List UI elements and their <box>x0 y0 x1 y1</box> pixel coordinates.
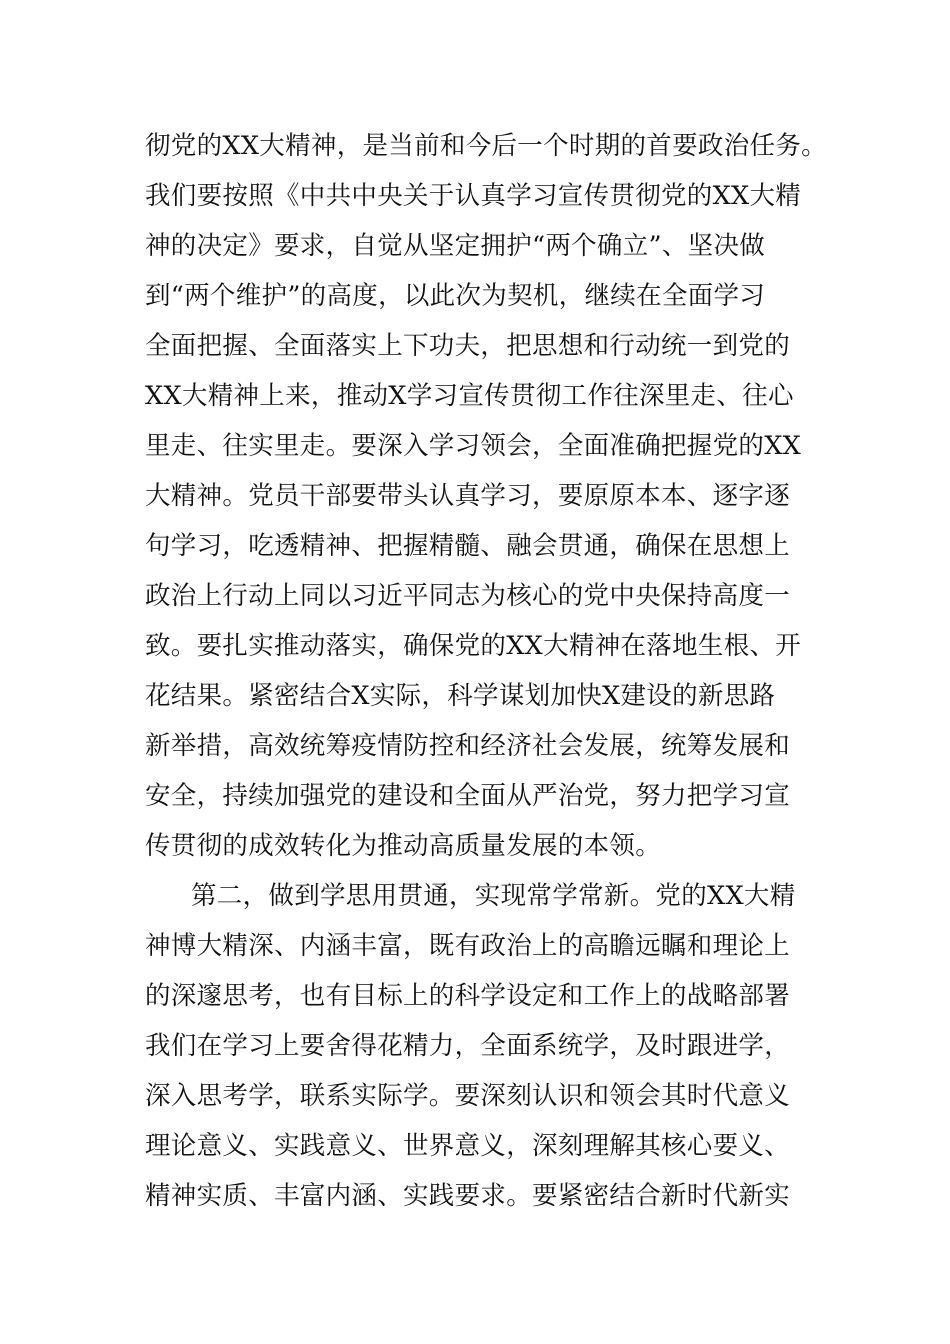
text-line-2: 我们要按照《中共中央关于认真学习宣传贯彻党的XX大精 <box>145 181 802 211</box>
text-line-18: 的深邃思考，也有目标上的科学设定和工作上的战略部署 <box>145 981 791 1011</box>
text-line-5: 全面把握、全面落实上下功夫，把思想和行动统一到党的 <box>145 331 791 361</box>
text-line-22: 精神实质、丰富内涵、实践要求。要紧密结合新时代新实 <box>145 1181 791 1211</box>
text-line-11: 致。要扎实推动落实，确保党的XX大精神在落地生根、开 <box>145 631 802 661</box>
text-line-13: 新举措，高效统筹疫情防控和经济社会发展，统筹发展和 <box>145 731 791 761</box>
text-line-10: 政治上行动上同以习近平同志为核心的党中央保持高度一 <box>145 581 791 611</box>
text-line-8: 大精神。党员干部要带头认真学习，要原原本本、逐字逐 <box>145 481 791 511</box>
text-line-9: 句学习，吃透精神、把握精髓、融会贯通，确保在思想上 <box>145 531 791 561</box>
text-line-20: 深入思考学，联系实际学。要深刻认识和领会其时代意义 <box>145 1081 791 1111</box>
text-line-1: 彻党的XX大精神，是当前和今后一个时期的首要政治任务。 <box>145 131 827 161</box>
body-text <box>145 121 845 1221</box>
text-line-3: 神的决定》要求，自觉从坚定拥护“两个确立”、坚决做 <box>145 231 766 261</box>
text-line-7: 里走、往实里走。要深入学习领会，全面准确把握党的XX <box>145 431 802 461</box>
text-line-19: 我们在学习上要舍得花精力，全面系统学，及时跟进学， <box>145 1031 791 1061</box>
text-line-21: 理论意义、实践意义、世界意义，深刻理解其核心要义、 <box>145 1131 791 1161</box>
paragraph-2-first-line: 第二，做到学思用贯通，实现常学常新。党的XX大精 <box>191 881 796 911</box>
text-line-4: 到“两个维护”的高度，以此次为契机，继续在全面学习 <box>145 281 766 311</box>
text-line-14: 安全，持续加强党的建设和全面从严治党，努力把学习宣 <box>145 781 791 811</box>
text-line-15: 传贯彻的成效转化为推动高质量发展的本领。 <box>145 831 662 861</box>
text-line-12: 花结果。紧密结合X实际，科学谋划加快X建设的新思路 <box>145 681 776 711</box>
text-line-6: XX大精神上来，推动X学习宣传贯彻工作往深里走、往心 <box>145 381 794 411</box>
text-line-17: 神博大精深、内涵丰富，既有政治上的高瞻远瞩和理论上 <box>145 931 791 961</box>
